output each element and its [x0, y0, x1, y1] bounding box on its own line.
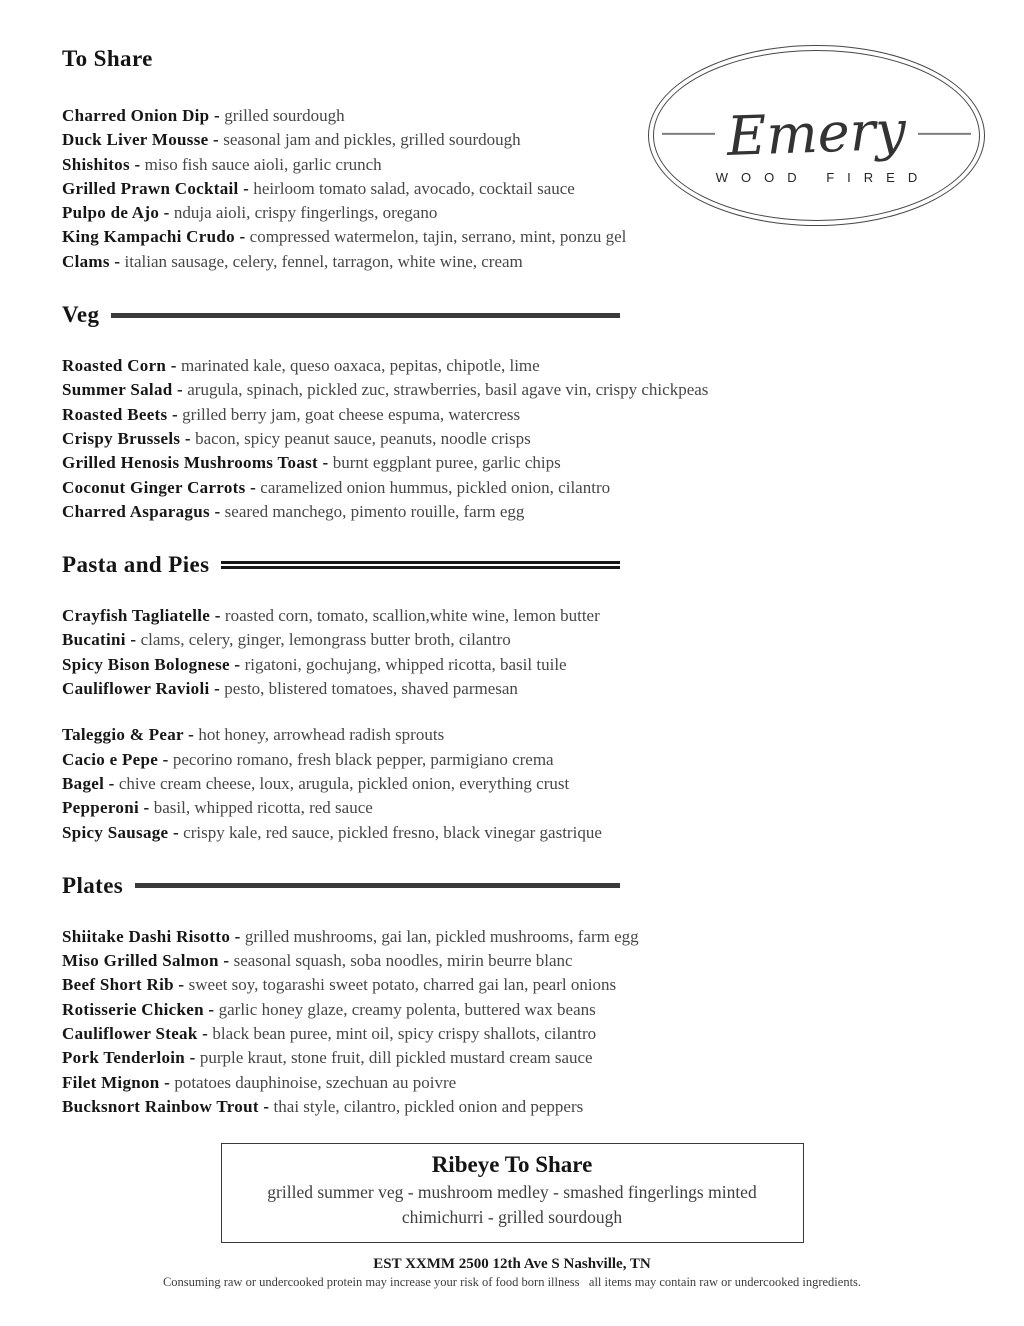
section-rule [221, 561, 620, 569]
menu-item [62, 1095, 962, 1119]
item-description: caramelized onion hummus, pickled onion, cilantro [256, 477, 611, 497]
menu-item [62, 451, 962, 475]
item-name: Bagel - [62, 773, 115, 793]
menu-section-pasta-and-pies [62, 550, 962, 845]
item-description: roasted corn, tomato, scallion,white wine, lemon butter [220, 606, 600, 626]
item-name: Pulpo de Ajo - [62, 203, 170, 223]
item-description: seasonal squash, soba noodles, mirin beurre blanc [229, 951, 573, 971]
item-description: rigatoni, gochujang, whipped ricotta, basil tuile [240, 654, 567, 674]
item-name: Roasted Corn - [62, 356, 177, 376]
menu-item [62, 225, 962, 249]
menu-section-veg [62, 300, 962, 524]
item-name: Pork Tenderloin - [62, 1048, 196, 1068]
item-description: chive cream cheese, loux, arugula, pickled onion, everything crust [114, 773, 570, 793]
item-description: sweet soy, togarashi sweet potato, charred gai lan, pearl onions [184, 975, 617, 995]
menu-item-group [62, 925, 962, 1119]
item-name: Filet Mignon - [62, 1072, 171, 1092]
menu-item [62, 354, 962, 378]
section-title: To Share [62, 46, 153, 71]
item-name: Grilled Prawn Cocktail - [62, 178, 250, 198]
ribeye-feature-box [221, 1143, 804, 1243]
menu-item [62, 973, 962, 997]
item-description: thai style, cilantro, pickled onion and peppers [269, 1096, 584, 1116]
item-name: Summer Salad - [62, 380, 184, 400]
section-rule [135, 883, 620, 888]
item-name: Miso Grilled Salmon - [62, 951, 230, 971]
menu-item [62, 1022, 962, 1046]
item-name: Cauliflower Ravioli - [62, 679, 221, 699]
item-name: Cacio e Pepe - [62, 749, 169, 769]
health-disclaimer: Consuming raw or undercooked protein may increase your risk of food born illness all items may contain raw or undercooked ingredients. [162, 1275, 862, 1290]
item-description: clams, celery, ginger, lemongrass butter broth, cilantro [136, 630, 511, 650]
item-name: Grilled Henosis Mushrooms Toast - [62, 453, 329, 473]
menu-section-plates [62, 871, 962, 1119]
section-header [62, 300, 620, 330]
menu-item [62, 653, 962, 677]
item-description: miso fish sauce aioli, garlic crunch [140, 154, 382, 174]
section-header [62, 44, 620, 74]
item-name: Spicy Bison Bolognese - [62, 654, 241, 674]
menu-item [62, 925, 962, 949]
item-name: Spicy Sausage - [62, 822, 179, 842]
menu-item-group [62, 604, 962, 701]
item-description: compressed watermelon, tajin, serrano, mint, ponzu gel [245, 227, 627, 247]
menu-item [62, 677, 962, 701]
item-description: grilled berry jam, goat cheese espuma, watercress [177, 404, 521, 424]
item-description: pecorino romano, fresh black pepper, parmigiano crema [168, 749, 554, 769]
item-name: Coconut Ginger Carrots - [62, 477, 257, 497]
item-name: Crayfish Tagliatelle - [62, 606, 221, 626]
item-description: grilled mushrooms, gai lan, pickled mushrooms, farm egg [240, 926, 639, 946]
logo-wordmark-row [662, 98, 971, 168]
item-name: Shishitos - [62, 154, 141, 174]
item-name: Bucatini - [62, 630, 137, 650]
item-name: Rotisserie Chicken - [62, 999, 215, 1019]
menu-item [62, 1071, 962, 1095]
menu-item [62, 476, 962, 500]
feature-description-line: chimichurri - grilled sourdough [401, 1207, 623, 1228]
logo-wordmark: Emery [725, 98, 907, 168]
item-name: Clams - [62, 251, 121, 271]
logo-line-left [662, 132, 715, 134]
item-description: basil, whipped ricotta, red sauce [149, 798, 373, 818]
menu-item [62, 500, 962, 524]
menu-item [62, 378, 962, 402]
section-title: Plates [62, 872, 124, 898]
item-name: Bucksnort Rainbow Trout - [62, 1096, 270, 1116]
item-description: purple kraut, stone fruit, dill pickled mustard cream sauce [195, 1048, 593, 1068]
item-description: grilled sourdough [219, 106, 345, 125]
logo-line-right [918, 132, 971, 134]
menu-item [62, 723, 962, 747]
item-description: seared manchego, pimento rouille, farm egg [220, 501, 525, 521]
menu-item [62, 427, 962, 451]
item-name: Pepperoni - [62, 798, 150, 818]
item-name: Beef Short Rib - [62, 975, 185, 995]
item-description: burnt eggplant puree, garlic chips [328, 453, 561, 473]
section-rule [111, 313, 620, 318]
menu-item [62, 796, 962, 820]
item-description: garlic honey glaze, creamy polenta, buttered wax beans [214, 999, 596, 1019]
menu-item [62, 604, 962, 628]
menu-item-group [62, 723, 962, 844]
item-name: Charred Onion Dip - [62, 106, 220, 125]
menu-item-group [62, 354, 962, 524]
menu-item [62, 821, 962, 845]
menu-item [62, 1046, 962, 1070]
item-description: potatoes dauphinoise, szechuan au poivre [170, 1072, 457, 1092]
item-description: hot honey, arrowhead radish sprouts [194, 725, 445, 745]
menu-item [62, 403, 962, 427]
footer [62, 1255, 962, 1291]
item-name: Roasted Beets - [62, 404, 178, 424]
item-description: bacon, spicy peanut sauce, peanuts, noodle crisps [190, 428, 531, 448]
menu-item [62, 628, 962, 652]
item-description: crispy kale, red sauce, pickled fresno, black vinegar gastrique [178, 822, 602, 842]
menu-item [62, 250, 962, 274]
item-name: Taleggio & Pear - [62, 725, 195, 745]
item-description: italian sausage, celery, fennel, tarragon, white wine, cream [120, 251, 523, 271]
item-description: marinated kale, queso oaxaca, pepitas, chipotle, lime [176, 356, 540, 376]
menu-item [62, 772, 962, 796]
item-name: Charred Asparagus - [62, 501, 221, 521]
menu-item [62, 949, 962, 973]
menu-item [62, 748, 962, 772]
section-header [62, 550, 620, 580]
restaurant-address: EST XXMM 2500 12th Ave S Nashville, TN [373, 1256, 651, 1273]
logo-subtitle: WOOD FIRED [715, 169, 931, 185]
item-name: King Kampachi Crudo - [62, 227, 246, 247]
item-description: pesto, blistered tomatoes, shaved parmesan [220, 679, 518, 699]
item-description: nduja aioli, crispy fingerlings, oregano [169, 203, 438, 223]
menu-item [62, 998, 962, 1022]
item-name: Shiitake Dashi Risotto - [62, 926, 241, 946]
item-name: Cauliflower Steak - [62, 1024, 209, 1044]
section-title: Veg [62, 302, 100, 328]
item-description: seasonal jam and pickles, grilled sourdough [218, 130, 521, 150]
feature-description-line: grilled summer veg - mushroom medley - smashed fingerlings minted [267, 1182, 757, 1203]
item-description: arugula, spinach, pickled zuc, strawberries, basil agave vin, crispy chickpeas [183, 380, 709, 400]
item-description: heirloom tomato salad, avocado, cocktail sauce [249, 178, 575, 198]
item-description: black bean puree, mint oil, spicy crispy shallots, cilantro [208, 1024, 597, 1044]
section-title: Pasta and Pies [62, 552, 210, 578]
section-header [62, 871, 620, 901]
feature-title: Ribeye To Share [431, 1152, 593, 1178]
item-name: Crispy Brussels - [62, 428, 191, 448]
restaurant-logo [648, 45, 985, 226]
item-name: Duck Liver Mousse - [62, 130, 219, 150]
